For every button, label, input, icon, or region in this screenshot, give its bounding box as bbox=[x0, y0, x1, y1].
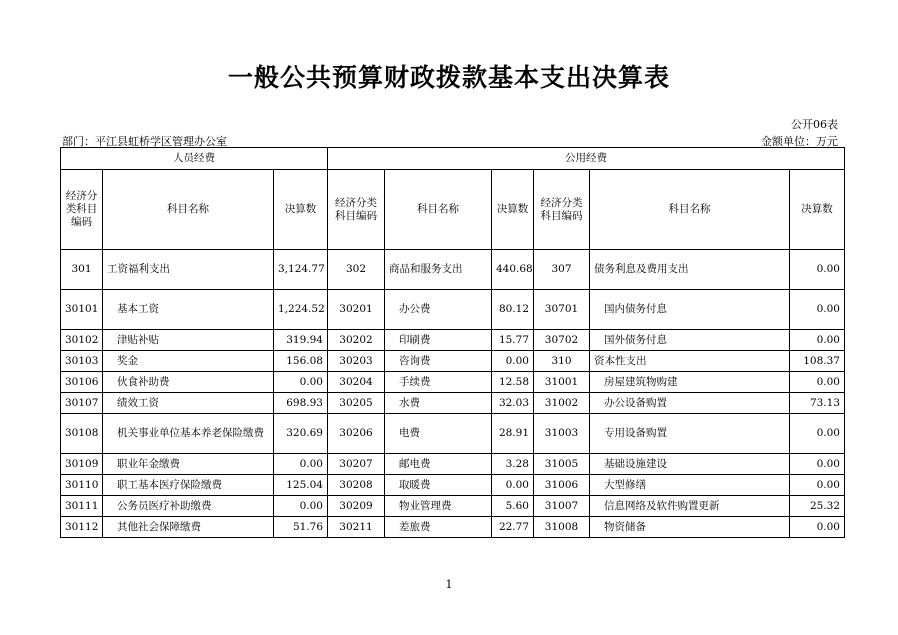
row-g1-code: 30208 bbox=[328, 475, 385, 496]
unit-label: 金额单位：万元 bbox=[761, 135, 838, 148]
row-p-amount: 0.00 bbox=[274, 372, 328, 393]
row-g1-amount: 22.77 bbox=[492, 517, 534, 538]
row-g1-code: 30207 bbox=[328, 454, 385, 475]
group-header-row bbox=[61, 148, 845, 170]
header-p-name: 科目名称 bbox=[103, 170, 274, 250]
table-row bbox=[61, 475, 845, 496]
header-g2-amount: 决算数 bbox=[790, 170, 845, 250]
row-g2-code: 31002 bbox=[534, 393, 590, 414]
table-row bbox=[61, 330, 845, 351]
row-p-name: 绩效工资 bbox=[103, 393, 274, 414]
row-p-code: 30103 bbox=[61, 351, 103, 372]
row-g2-name: 国外债务付息 bbox=[590, 330, 790, 351]
row-p-amount: 125.04 bbox=[274, 475, 328, 496]
header-g2-name: 科目名称 bbox=[590, 170, 790, 250]
row-p-name: 其他社会保障缴费 bbox=[103, 517, 274, 538]
row-g2-name: 债务利息及费用支出 bbox=[590, 250, 790, 290]
table-row bbox=[61, 517, 845, 538]
row-g1-name: 差旅费 bbox=[385, 517, 492, 538]
table-row bbox=[61, 290, 845, 330]
row-p-amount: 698.93 bbox=[274, 393, 328, 414]
row-g1-amount: 5.60 bbox=[492, 496, 534, 517]
row-g1-name: 取暖费 bbox=[385, 475, 492, 496]
row-p-amount: 1,224.52 bbox=[274, 290, 328, 330]
row-g1-code: 30203 bbox=[328, 351, 385, 372]
row-g1-code: 302 bbox=[328, 250, 385, 290]
row-g1-name: 水费 bbox=[385, 393, 492, 414]
table-row bbox=[61, 454, 845, 475]
row-p-amount: 156.08 bbox=[274, 351, 328, 372]
header-g1-code: 经济分类科目编码 bbox=[328, 170, 385, 250]
row-g2-amount: 0.00 bbox=[790, 517, 845, 538]
row-g1-amount: 15.77 bbox=[492, 330, 534, 351]
table-row bbox=[61, 250, 845, 290]
row-g1-name: 商品和服务支出 bbox=[385, 250, 492, 290]
group-public: 公用经费 bbox=[328, 148, 845, 170]
row-g1-code: 30206 bbox=[328, 414, 385, 454]
row-g2-amount: 0.00 bbox=[790, 330, 845, 351]
row-g1-amount: 32.03 bbox=[492, 393, 534, 414]
page-number: 1 bbox=[445, 578, 453, 591]
row-g2-amount: 108.37 bbox=[790, 351, 845, 372]
row-p-code: 30106 bbox=[61, 372, 103, 393]
row-g1-amount: 0.00 bbox=[492, 351, 534, 372]
header-p-amount: 决算数 bbox=[274, 170, 328, 250]
row-p-name: 公务员医疗补助缴费 bbox=[103, 496, 274, 517]
row-g2-amount: 0.00 bbox=[790, 475, 845, 496]
row-g2-code: 31003 bbox=[534, 414, 590, 454]
row-g2-name: 大型修缮 bbox=[590, 475, 790, 496]
department-label: 部门：平江县虹桥学区管理办公室 bbox=[62, 135, 227, 148]
row-g2-amount: 0.00 bbox=[790, 250, 845, 290]
row-p-name: 工资福利支出 bbox=[103, 250, 274, 290]
row-g2-amount: 0.00 bbox=[790, 414, 845, 454]
row-g2-code: 31008 bbox=[534, 517, 590, 538]
row-g1-name: 办公费 bbox=[385, 290, 492, 330]
row-p-code: 30110 bbox=[61, 475, 103, 496]
row-p-name: 伙食补助费 bbox=[103, 372, 274, 393]
table-row bbox=[61, 372, 845, 393]
row-g1-code: 30204 bbox=[328, 372, 385, 393]
row-p-amount: 51.76 bbox=[274, 517, 328, 538]
row-g1-amount: 3.28 bbox=[492, 454, 534, 475]
row-g1-code: 30202 bbox=[328, 330, 385, 351]
row-g1-code: 30205 bbox=[328, 393, 385, 414]
row-g2-amount: 25.32 bbox=[790, 496, 845, 517]
row-g2-code: 31001 bbox=[534, 372, 590, 393]
row-g2-code: 31005 bbox=[534, 454, 590, 475]
row-g2-amount: 0.00 bbox=[790, 290, 845, 330]
row-g1-name: 手续费 bbox=[385, 372, 492, 393]
row-g2-name: 国内债务付息 bbox=[590, 290, 790, 330]
row-p-code: 30102 bbox=[61, 330, 103, 351]
row-p-name: 职工基本医疗保险缴费 bbox=[103, 475, 274, 496]
table-row bbox=[61, 393, 845, 414]
row-g2-amount: 0.00 bbox=[790, 454, 845, 475]
table-row bbox=[61, 351, 845, 372]
row-p-name: 机关事业单位基本养老保险缴费 bbox=[103, 414, 274, 454]
row-g1-code: 30201 bbox=[328, 290, 385, 330]
table-row bbox=[61, 414, 845, 454]
row-p-name: 职业年金缴费 bbox=[103, 454, 274, 475]
row-p-name: 基本工资 bbox=[103, 290, 274, 330]
row-g2-code: 310 bbox=[534, 351, 590, 372]
row-g2-amount: 73.13 bbox=[790, 393, 845, 414]
header-g2-code: 经济分类科目编码 bbox=[534, 170, 590, 250]
row-p-code: 30107 bbox=[61, 393, 103, 414]
row-g2-name: 房屋建筑物购建 bbox=[590, 372, 790, 393]
row-p-code: 30109 bbox=[61, 454, 103, 475]
row-p-code: 30112 bbox=[61, 517, 103, 538]
row-p-name: 津贴补贴 bbox=[103, 330, 274, 351]
row-g1-code: 30211 bbox=[328, 517, 385, 538]
row-g2-code: 30702 bbox=[534, 330, 590, 351]
row-p-amount: 3,124.77 bbox=[274, 250, 328, 290]
row-p-code: 30101 bbox=[61, 290, 103, 330]
row-g2-name: 信息网络及软件购置更新 bbox=[590, 496, 790, 517]
row-p-amount: 0.00 bbox=[274, 496, 328, 517]
row-g2-name: 办公设备购置 bbox=[590, 393, 790, 414]
row-g2-name: 物资储备 bbox=[590, 517, 790, 538]
row-g2-name: 专用设备购置 bbox=[590, 414, 790, 454]
row-p-name: 奖金 bbox=[103, 351, 274, 372]
row-g2-code: 307 bbox=[534, 250, 590, 290]
row-g1-name: 物业管理费 bbox=[385, 496, 492, 517]
row-g1-amount: 28.91 bbox=[492, 414, 534, 454]
row-g2-code: 30701 bbox=[534, 290, 590, 330]
row-p-amount: 319.94 bbox=[274, 330, 328, 351]
row-p-code: 30111 bbox=[61, 496, 103, 517]
expenditure-table bbox=[60, 147, 845, 538]
row-g1-code: 30209 bbox=[328, 496, 385, 517]
row-g1-amount: 440.68 bbox=[492, 250, 534, 290]
header-g1-name: 科目名称 bbox=[385, 170, 492, 250]
row-g2-code: 31006 bbox=[534, 475, 590, 496]
header-p-code: 经济分类科目编码 bbox=[61, 170, 103, 250]
row-g2-code: 31007 bbox=[534, 496, 590, 517]
row-g2-amount: 0.00 bbox=[790, 372, 845, 393]
table-row bbox=[61, 496, 845, 517]
row-g2-name: 基础设施建设 bbox=[590, 454, 790, 475]
row-g1-amount: 80.12 bbox=[492, 290, 534, 330]
page-title: 一般公共预算财政拨款基本支出决算表 bbox=[227, 63, 670, 92]
row-p-code: 30108 bbox=[61, 414, 103, 454]
row-p-code: 301 bbox=[61, 250, 103, 290]
row-g2-name: 资本性支出 bbox=[590, 351, 790, 372]
row-g1-amount: 0.00 bbox=[492, 475, 534, 496]
row-p-amount: 320.69 bbox=[274, 414, 328, 454]
row-g1-name: 印刷费 bbox=[385, 330, 492, 351]
row-g1-amount: 12.58 bbox=[492, 372, 534, 393]
row-g1-name: 电费 bbox=[385, 414, 492, 454]
row-g1-name: 咨询费 bbox=[385, 351, 492, 372]
row-g1-name: 邮电费 bbox=[385, 454, 492, 475]
header-g1-amount: 决算数 bbox=[492, 170, 534, 250]
form-number: 公开06表 bbox=[791, 118, 838, 131]
column-header-row bbox=[61, 170, 845, 250]
group-personnel: 人员经费 bbox=[61, 148, 328, 170]
row-p-amount: 0.00 bbox=[274, 454, 328, 475]
